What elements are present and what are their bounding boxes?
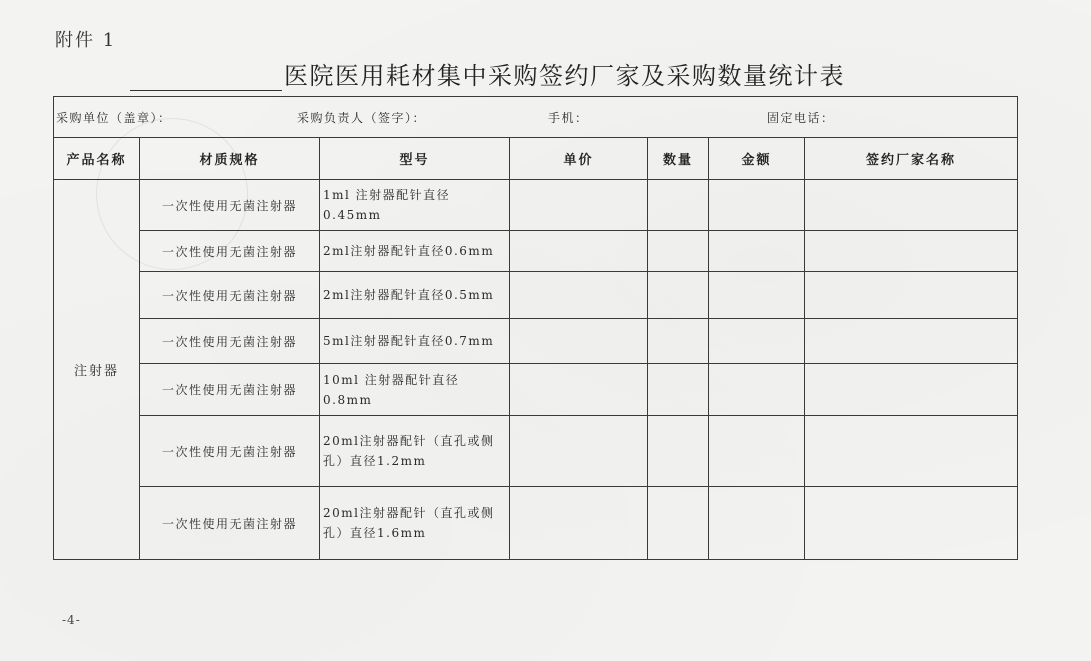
fixed-phone-label: 固定电话： [767, 111, 835, 125]
material-cell: 一次性使用无菌注射器 [140, 319, 320, 364]
table-row [54, 416, 1018, 487]
amount-cell[interactable] [709, 180, 805, 231]
material-cell: 一次性使用无菌注射器 [140, 416, 320, 487]
amount-cell[interactable] [709, 364, 805, 416]
manufacturer-cell[interactable] [805, 272, 1018, 319]
manufacturer-cell[interactable] [805, 416, 1018, 487]
hospital-name-blank [130, 64, 282, 91]
model-cell: 20ml注射器配针（直孔或侧孔）直径1.2mm [320, 416, 510, 487]
quantity-cell[interactable] [648, 231, 709, 272]
unit-price-cell[interactable] [510, 364, 648, 416]
quantity-cell[interactable] [648, 416, 709, 487]
model-cell: 5ml注射器配针直径0.7mm [320, 319, 510, 364]
title-row [130, 56, 845, 91]
model-cell: 20ml注射器配针（直孔或侧孔）直径1.6mm [320, 487, 510, 560]
unit-price-cell[interactable] [510, 487, 648, 560]
quantity-cell[interactable] [648, 272, 709, 319]
amount-cell[interactable] [709, 272, 805, 319]
amount-cell[interactable] [709, 231, 805, 272]
manufacturer-cell[interactable] [805, 319, 1018, 364]
col-header-manufacturer: 签约厂家名称 [805, 138, 1018, 180]
page-number: -4- [62, 613, 81, 627]
model-cell: 1ml 注射器配针直径 0.45mm [320, 180, 510, 231]
model-cell: 2ml注射器配针直径0.5mm [320, 272, 510, 319]
model-cell: 2ml注射器配针直径0.6mm [320, 231, 510, 272]
material-cell: 一次性使用无菌注射器 [140, 364, 320, 416]
mobile-label: 手机： [548, 111, 589, 125]
table-row [54, 272, 1018, 319]
info-cell [54, 97, 1018, 138]
table-row [54, 231, 1018, 272]
manufacturer-cell[interactable] [805, 180, 1018, 231]
table-header-row [54, 138, 1018, 180]
manufacturer-cell[interactable] [805, 487, 1018, 560]
col-header-product: 产品名称 [54, 138, 140, 180]
quantity-cell[interactable] [648, 364, 709, 416]
amount-cell[interactable] [709, 416, 805, 487]
info-row [54, 97, 1018, 138]
quantity-cell[interactable] [648, 319, 709, 364]
unit-price-cell[interactable] [510, 180, 648, 231]
quantity-cell[interactable] [648, 180, 709, 231]
material-cell: 一次性使用无菌注射器 [140, 180, 320, 231]
unit-price-cell[interactable] [510, 231, 648, 272]
attachment-label: 附件 1 [55, 30, 117, 51]
col-header-unit-price: 单价 [510, 138, 648, 180]
col-header-quantity: 数量 [648, 138, 709, 180]
model-cell: 10ml 注射器配针直径 0.8mm [320, 364, 510, 416]
unit-price-cell[interactable] [510, 416, 648, 487]
table-row [54, 364, 1018, 416]
quantity-cell[interactable] [648, 487, 709, 560]
manufacturer-cell[interactable] [805, 231, 1018, 272]
unit-price-cell[interactable] [510, 272, 648, 319]
material-cell: 一次性使用无菌注射器 [140, 231, 320, 272]
material-cell: 一次性使用无菌注射器 [140, 272, 320, 319]
document-title: 医院医用耗材集中采购签约厂家及采购数量统计表 [284, 62, 845, 90]
unit-price-cell[interactable] [510, 319, 648, 364]
purchase-unit-label: 采购单位（盖章）： [56, 111, 172, 125]
col-header-amount: 金额 [709, 138, 805, 180]
manufacturer-cell[interactable] [805, 364, 1018, 416]
purchase-person-label: 采购负责人（签字）： [297, 111, 427, 125]
material-cell: 一次性使用无菌注射器 [140, 487, 320, 560]
table-row [54, 487, 1018, 560]
table-row [54, 180, 1018, 231]
amount-cell[interactable] [709, 487, 805, 560]
col-header-material: 材质规格 [140, 138, 320, 180]
amount-cell[interactable] [709, 319, 805, 364]
product-name-cell: 注射器 [54, 180, 140, 560]
col-header-model: 型号 [320, 138, 510, 180]
procurement-table [53, 96, 1018, 560]
table-row [54, 319, 1018, 364]
